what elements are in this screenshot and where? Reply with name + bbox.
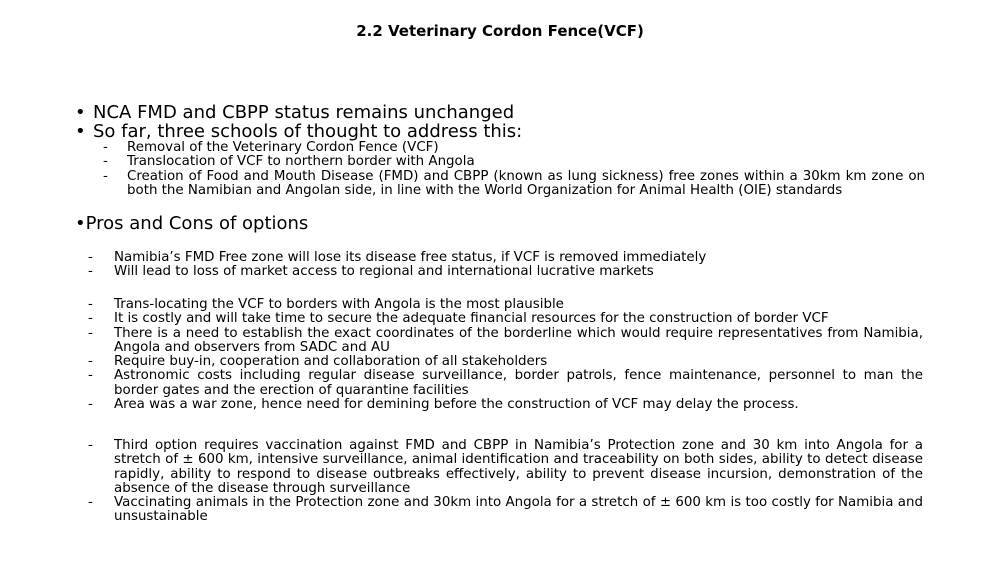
list-item-text: There is a need to establish the exact coordinates of the borderline which would require representatives from Namibia, Angola and observers from SADC and AU xyxy=(114,325,923,355)
list-item-text: Astronomic costs including regular disease surveillance, border patrols, fence maintenance, personnel to man the border gates and the erection of quarantine facilities xyxy=(114,368,923,398)
dash-marker: - xyxy=(88,368,93,384)
list-item-text: Creation of Food and Mouth Disease (FMD) and CBPP (known as lung sickness) free zones within a 30km km zone on both the Namibian and Angolan side, in line with the World Organization for Animal Health (OIE) standards xyxy=(127,168,925,198)
list-item xyxy=(88,312,923,326)
list-item xyxy=(103,155,925,169)
list-item xyxy=(88,369,923,398)
list-item-text: Trans-locating the VCF to borders with Angola is the most plausible xyxy=(114,297,564,312)
removal-option-list xyxy=(88,251,923,280)
list-item-text: Namibia’s FMD Free zone will lose its disease free status, if VCF is removed immediately xyxy=(114,250,707,265)
bullet-item xyxy=(75,103,925,122)
pros-cons-heading: •Pros and Cons of options xyxy=(75,213,309,234)
list-item-text: Removal of the Veterinary Cordon Fence (VCF) xyxy=(127,140,439,155)
top-bullet-list xyxy=(75,103,925,198)
list-item xyxy=(88,327,923,356)
list-item-text: Third option requires vaccination against FMD and CBPP in Namibia’s Protection zone and 30 km into Angola for a stretch of ± 600 km, intensive surveillance, animal identification and traceability on both sides, ability to detect disease rapidly, ability to respond to disease outbreaks effectively, ability to prevent disease incursion, demonstration of the absence of the disease through surveillance xyxy=(114,438,923,496)
dash-marker: - xyxy=(88,354,93,370)
schools-list xyxy=(103,141,925,198)
dash-marker: - xyxy=(88,250,93,265)
list-item xyxy=(88,496,923,525)
list-item-text: Translocation of VCF to northern border with Angola xyxy=(127,154,475,170)
dash-marker: - xyxy=(103,154,108,170)
dash-marker: - xyxy=(88,495,93,511)
dash-marker: - xyxy=(103,140,108,155)
list-item-text: Require buy-in, cooperation and collaboration of all stakeholders xyxy=(114,354,548,370)
bullet-marker: • xyxy=(75,121,86,142)
dash-marker: - xyxy=(88,311,93,327)
list-item xyxy=(103,170,925,199)
dash-marker: - xyxy=(88,397,93,413)
list-item xyxy=(88,355,923,369)
list-item-text: Area was a war zone, hence need for demining before the construction of VCF may delay the process. xyxy=(114,397,799,413)
list-item xyxy=(88,439,923,496)
translocation-option-list xyxy=(88,298,923,412)
bullet-text: So far, three schools of thought to address this: xyxy=(93,121,523,142)
dash-marker: - xyxy=(88,264,93,280)
dash-marker: - xyxy=(88,297,93,312)
list-item-text: Will lead to loss of market access to regional and international lucrative markets xyxy=(114,264,654,280)
dash-marker: - xyxy=(103,168,108,184)
list-item xyxy=(88,251,923,265)
bullet-marker: • xyxy=(75,102,86,123)
list-item-text: It is costly and will take time to secure the adequate financial resources for the construction of border VCF xyxy=(114,311,829,327)
list-item-text: Vaccinating animals in the Protection zone and 30km into Angola for a stretch of ± 600 km is too costly for Namibia and unsustainable xyxy=(114,495,923,525)
vaccination-option-list xyxy=(88,439,923,525)
list-item xyxy=(88,298,923,312)
list-item xyxy=(88,398,923,412)
slide-title: 2.2 Veterinary Cordon Fence(VCF) xyxy=(356,22,644,40)
dash-marker: - xyxy=(88,438,93,453)
list-item xyxy=(88,265,923,279)
list-item xyxy=(103,141,925,155)
dash-marker: - xyxy=(88,325,93,341)
bullet-item xyxy=(75,122,925,141)
bullet-text: NCA FMD and CBPP status remains unchanged xyxy=(93,102,515,123)
